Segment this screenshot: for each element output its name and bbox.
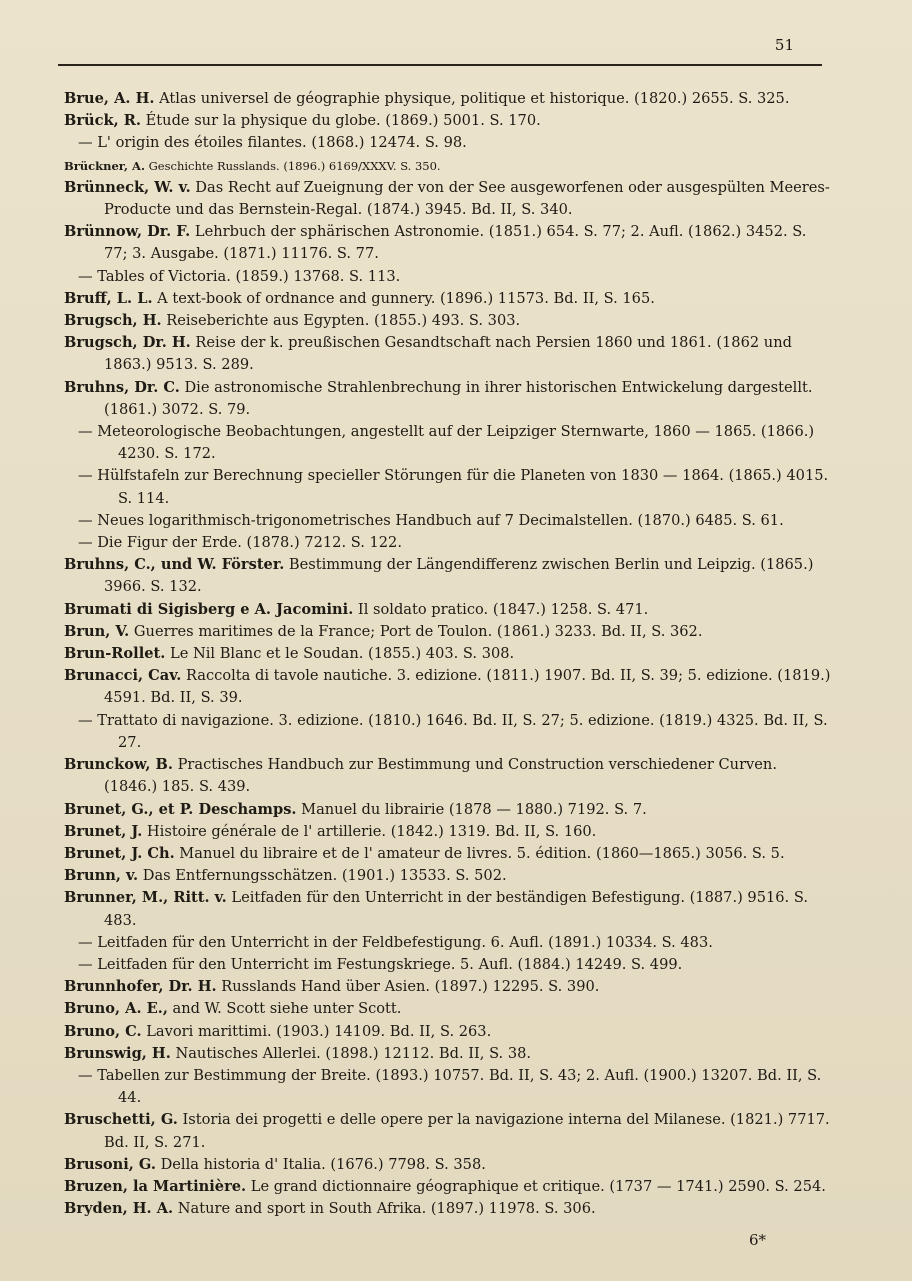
entry-author: Brugsch, Dr. H. xyxy=(64,334,191,352)
entry-author: Brunckow, B. xyxy=(64,756,173,774)
entry-author: Brück, R. xyxy=(64,112,142,130)
entry-author: — xyxy=(78,534,93,552)
catalog-entry xyxy=(64,643,834,665)
catalog-entry xyxy=(64,465,834,509)
entry-author: — xyxy=(78,267,93,285)
catalog-entry xyxy=(64,1198,834,1220)
catalog-entry xyxy=(64,599,834,621)
catalog-entry xyxy=(64,332,834,376)
catalog-entry xyxy=(64,110,834,132)
catalog-entry xyxy=(64,887,834,931)
catalog-entry xyxy=(64,132,834,154)
entry-text: and W. Scott siehe unter Scott. xyxy=(167,1000,402,1018)
entry-text: Manuel du librairie (1878 — 1880.) 7192. S. 7. xyxy=(296,800,647,818)
entry-author: — xyxy=(78,711,93,729)
entry-text: Nature and sport in South Afrika. (1897.) 11978. S. 306. xyxy=(173,1200,596,1218)
catalog-entry xyxy=(64,754,834,798)
entry-author: Bruhns, Dr. C. xyxy=(64,378,180,396)
entry-text: Die astronomische Strahlenbrechung in ihrer historischen Entwickelung dargestellt. (1861.) 3072. S. 79. xyxy=(104,378,813,418)
entry-author: Brusoni, G. xyxy=(64,1155,156,1173)
catalog-entry xyxy=(64,821,834,843)
entry-author: Brunacci, Cav. xyxy=(64,667,182,685)
entry-text: Tabellen zur Bestimmung der Breite. (1893.) 10757. Bd. II, S. 43; 2. Aufl. (1900.) 13207. Bd. II, S. 44. xyxy=(92,1066,822,1107)
entry-text: Geschichte Russlands. (1896.) 6169/XXXV. S. 350. xyxy=(144,158,441,173)
entry-author: Brunet, J. xyxy=(64,822,143,840)
catalog-entry xyxy=(64,710,834,754)
entry-author: Brun-Rollet. xyxy=(64,645,166,663)
catalog-entry xyxy=(64,421,834,465)
entry-text: Reise der k. preußischen Gesandtschaft nach Persien 1860 und 1861. (1862 und 1863.) 9513. S. 289. xyxy=(104,334,792,374)
entry-author: Brünneck, W. v. xyxy=(64,178,191,196)
entry-author: Bruno, A. E., xyxy=(64,1000,168,1018)
catalog-entry xyxy=(64,1154,834,1176)
entry-text: Leitfaden für den Unterricht in der beständigen Befestigung. (1887.) 9516. S. 483. xyxy=(104,889,808,929)
entry-text: Manuel du libraire et de l' amateur de livres. 5. édition. (1860—1865.) 3056. S. 5. xyxy=(174,844,785,862)
entry-text: Practisches Handbuch zur Bestimmung und Construction verschiedener Curven. (1846.) 185. S. 439. xyxy=(104,756,777,796)
catalog-entry xyxy=(64,799,834,821)
entry-author: Bruschetti, G. xyxy=(64,1111,178,1129)
entry-author: Brugsch, H. xyxy=(64,312,162,330)
entry-author: Brue, A. H. xyxy=(64,90,155,107)
entry-list xyxy=(64,88,834,1220)
entry-text: Le grand dictionnaire géographique et critique. (1737 — 1741.) 2590. S. 254. xyxy=(246,1177,826,1195)
catalog-entry xyxy=(64,1065,834,1109)
entry-text: L' origin des étoiles filantes. (1868.) 12474. S. 98. xyxy=(92,134,467,152)
entry-author: Brunet, J. Ch. xyxy=(64,844,175,862)
entry-author: — xyxy=(78,511,93,529)
entry-text: Histoire générale de l' artillerie. (1842.) 1319. Bd. II, S. 160. xyxy=(142,822,597,840)
entry-text: Il soldato pratico. (1847.) 1258. S. 471. xyxy=(353,600,649,618)
entry-text: Lavori marittimi. (1903.) 14109. Bd. II, S. 263. xyxy=(141,1022,492,1040)
entry-text: Bestimmung der Längendifferenz zwischen Berlin und Leipzig. (1865.) 3966. S. 132. xyxy=(104,556,814,596)
entry-author: Brunnhofer, Dr. H. xyxy=(64,978,217,996)
entry-text: Hülfstafeln zur Berechnung specieller Störungen für die Planeten von 1830 — 1864. (1865.) 4015. S. 114. xyxy=(92,467,829,507)
entry-text: Guerres maritimes de la France; Port de Toulon. (1861.) 3233. Bd. II, S. 362. xyxy=(129,622,703,640)
entry-author: Brunet, G., et P. Deschamps. xyxy=(64,800,297,818)
entry-text: Della historia d' Italia. (1676.) 7798. S. 358. xyxy=(155,1155,486,1173)
entry-author: — xyxy=(78,467,93,485)
catalog-entry xyxy=(64,377,834,421)
catalog-entry xyxy=(64,1021,834,1043)
catalog-entry xyxy=(64,1176,834,1198)
catalog-entry xyxy=(64,843,834,865)
catalog-entry xyxy=(64,266,834,288)
catalog-entry xyxy=(64,621,834,643)
entry-text: A text-book of ordnance and gunnery. (1896.) 11573. Bd. II, S. 165. xyxy=(152,289,655,307)
catalog-entry xyxy=(64,1109,834,1153)
catalog-entry xyxy=(64,954,834,976)
catalog-entry xyxy=(64,532,834,554)
entry-text: Nautisches Allerlei. (1898.) 12112. Bd. II, S. 38. xyxy=(170,1044,532,1062)
entry-text: Das Recht auf Zueignung der von der See ausgeworfenen oder ausgespülten Meeres-Producte und das Bernstein-Regal. (1874.) 3945. Bd. II, S. 340. xyxy=(104,178,830,219)
catalog-entry xyxy=(64,865,834,887)
entry-text: Tables of Victoria. (1859.) 13768. S. 113. xyxy=(92,267,401,285)
catalog-entry xyxy=(64,554,834,598)
catalog-entry xyxy=(64,221,834,265)
catalog-entry xyxy=(64,1043,834,1065)
catalog-entry xyxy=(64,932,834,954)
entry-text: Das Entfernungsschätzen. (1901.) 13533. S. 502. xyxy=(138,867,507,885)
entry-author: — xyxy=(78,423,93,441)
entry-author: Bruzen, la Martinière. xyxy=(64,1177,247,1195)
entry-author: Brumati di Sigisberg e A. Jacomini. xyxy=(64,600,354,618)
catalog-entry xyxy=(64,510,834,532)
header-rule xyxy=(58,64,822,66)
entry-text: Die Figur der Erde. (1878.) 7212. S. 122. xyxy=(92,534,402,552)
entry-text: Russlands Hand über Asien. (1897.) 12295. S. 390. xyxy=(216,978,600,996)
entry-author: Brunner, M., Ritt. v. xyxy=(64,889,227,907)
catalog-entry xyxy=(64,665,834,709)
entry-author: — xyxy=(78,955,93,973)
entry-author: — xyxy=(78,134,93,152)
catalog-entry xyxy=(64,976,834,998)
entry-text: Raccolta di tavole nautiche. 3. edizione. (1811.) 1907. Bd. II, S. 39; 5. edizione. (1819.) 4591. Bd. II, S. 39. xyxy=(104,667,831,707)
catalog-entry xyxy=(64,288,834,310)
entry-author: Bryden, H. A. xyxy=(64,1200,174,1218)
entry-text: Leitfaden für den Unterricht im Festungskriege. 5. Aufl. (1884.) 14249. S. 499. xyxy=(92,955,683,973)
entry-text: Lehrbuch der sphärischen Astronomie. (1851.) 654. S. 77; 2. Aufl. (1862.) 3452. S. 77; 3. Ausgabe. (1871.) 11176. S. 77. xyxy=(104,223,807,263)
entry-author: Brun, V. xyxy=(64,622,130,640)
catalog-entry xyxy=(64,155,834,177)
entry-author: Brückner, A. xyxy=(64,158,145,173)
entry-author: Bruno, C. xyxy=(64,1022,142,1040)
signature-mark: 6* xyxy=(748,1231,766,1249)
entry-text: Leitfaden für den Unterricht in der Feldbefestigung. 6. Aufl. (1891.) 10334. S. 483. xyxy=(92,933,713,951)
entry-author: Brunswig, H. xyxy=(64,1044,171,1062)
catalog-entry xyxy=(64,88,834,110)
entry-text: Meteorologische Beobachtungen, angestellt auf der Leipziger Sternwarte, 1860 — 1865. (1866.) 4230. S. 172. xyxy=(92,423,815,463)
entry-text: Neues logarithmisch-trigonometrisches Handbuch auf 7 Decimalstellen. (1870.) 6485. S. 61. xyxy=(92,511,784,529)
catalog-entry xyxy=(64,310,834,332)
entry-author: — xyxy=(78,933,93,951)
entry-text: Reiseberichte aus Egypten. (1855.) 493. S. 303. xyxy=(161,312,521,330)
entry-text: Trattato di navigazione. 3. edizione. (1810.) 1646. Bd. II, S. 27; 5. edizione. (1819.) 4325. Bd. II, S. 27. xyxy=(92,711,828,751)
entry-text: Étude sur la physique du globe. (1869.) 5001. S. 170. xyxy=(141,112,541,130)
entry-text: Atlas universel de géographie physique, politique et historique. (1820.) 2655. S. 325. xyxy=(154,90,790,107)
catalog-entry xyxy=(64,177,834,221)
page-number: 51 xyxy=(774,36,794,54)
entry-author: Bruhns, C., und W. Förster. xyxy=(64,556,285,574)
entry-author: Bruff, L. L. xyxy=(64,289,153,307)
entry-author: Brünnow, Dr. F. xyxy=(64,223,191,241)
entry-text: Istoria dei progetti e delle opere per la navigazione interna del Milanese. (1821.) 7717. Bd. II, S. 271. xyxy=(104,1111,830,1151)
entry-author: — xyxy=(78,1066,93,1084)
catalog-entry xyxy=(64,998,834,1020)
entry-author: Brunn, v. xyxy=(64,867,139,885)
entry-text: Le Nil Blanc et le Soudan. (1855.) 403. S. 308. xyxy=(165,645,515,663)
